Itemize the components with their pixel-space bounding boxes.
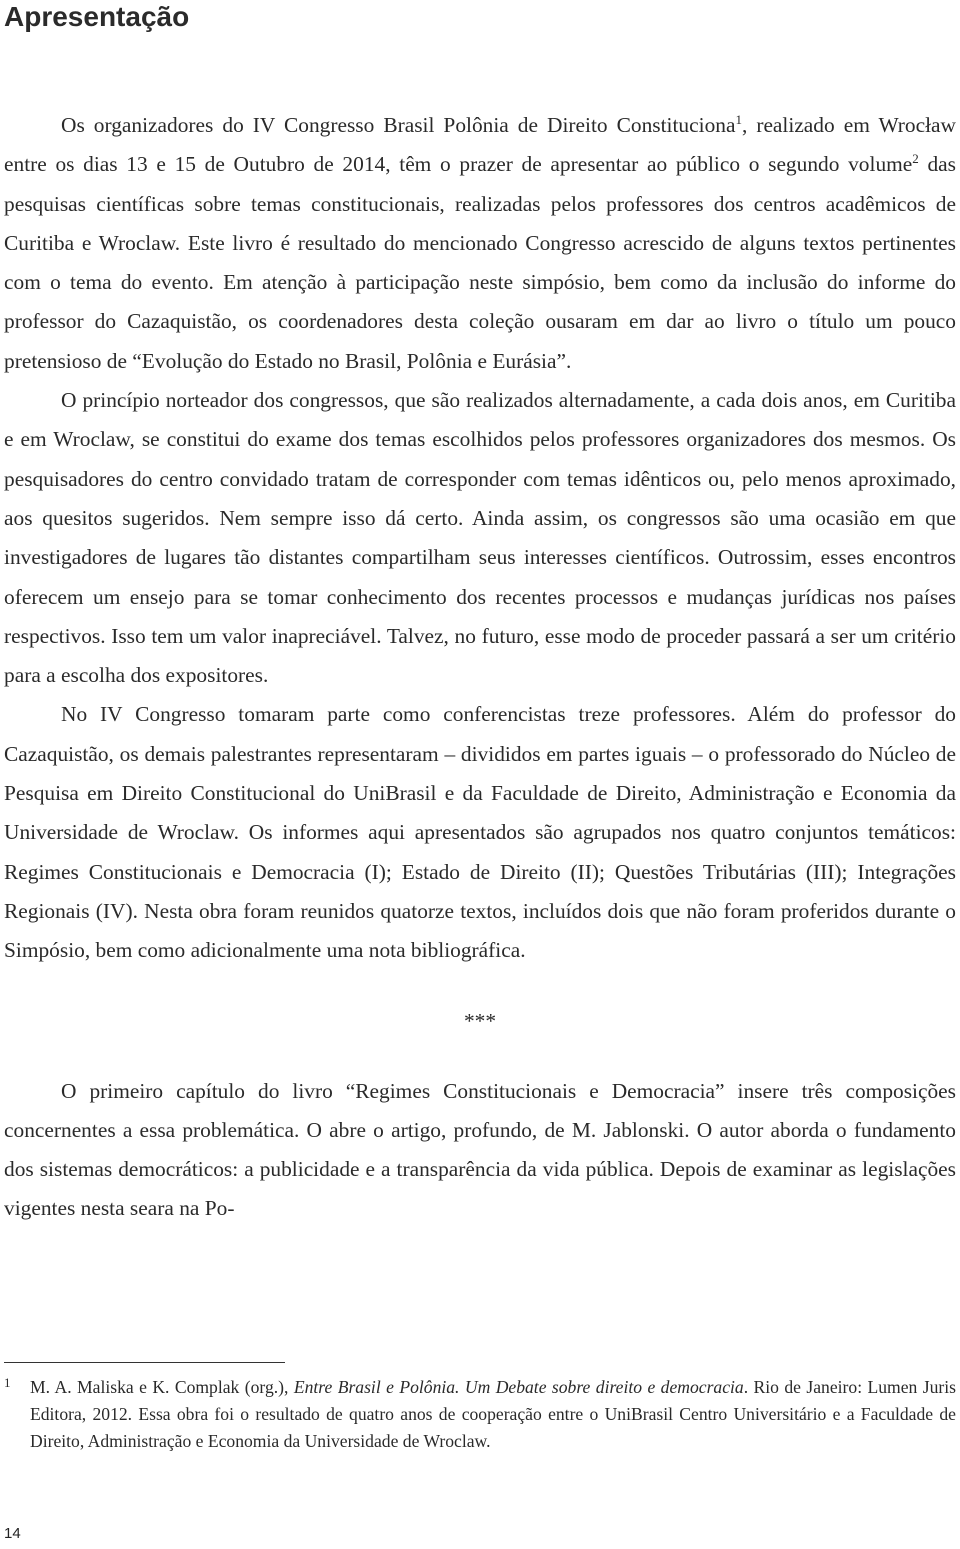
paragraph-2: O princípio norteador dos congressos, que são realizados alternadamente, a cada dois anos, em Curitiba e em Wroclaw, se constitui do exame dos temas escolhidos pelos professores organizadores dos mesmos. Os pesquisadores do centro convidado tratam de corresponder com temas idênticos ou, pelo menos aproximado, aos quesitos sugeridos. Nem sempre isso dá certo. Ainda assim, os congressos são uma ocasião em que investigadores de lugares tão distantes compartilham seus interesses científicos. Outrossim, esses encontros oferecem um ensejo para se tomar conhecimento dos recentes processos e mudanças jurídicas nos países respectivos. Isso tem um valor inapreciável. Talvez, no futuro, esse modo de proceder passará a ser um critério para a escolha dos expositores. [4, 388, 956, 688]
footnote-ref-1[interactable]: 1 [735, 112, 742, 127]
paragraph-1-text-a: Os organizadores do IV Congresso Brasil Polônia de Direito Constituciona [61, 113, 736, 137]
footnote-ref-2[interactable]: 2 [912, 151, 919, 167]
section-separator: *** [463, 1008, 497, 1033]
body-text [4, 106, 956, 1229]
footnote-divider [4, 1362, 285, 1363]
page-number: 14 [4, 1525, 21, 1542]
footnote-book-title: Entre Brasil e Polônia. Um Debate sobre direito e democracia [293, 1377, 744, 1397]
footnote-authors: M. A. Maliska e K. Complak (org.), [30, 1377, 294, 1397]
paragraph-3: No IV Congresso tomaram parte como conferencistas treze professores. Além do professor do Cazaquistão, os demais palestrantes representaram – divididos em partes iguais – o professorado do Núcleo de Pesquisa em Direito Constitucional do UniBrasil e da Faculdade de Direito, Administração e Economia da Universidade de Wroclaw. Os informes aqui apresentados são agrupados nos quatro conjuntos temáticos: Regimes Constitucionais e Democracia (I); Estado de Direito (II); Questões Tributárias (III); Integrações Regionais (IV). Nesta obra foram reunidos quatorze textos, incluídos dois que não foram proferidos durante o Simpósio, bem como adicionalmente uma nota bibliográfica. [4, 702, 956, 963]
paragraph-1-text-c: das pesquisas científicas sobre temas constitucionais, realizadas pelos professores dos centros acadêmicos de Curitiba e Wroclaw. Este livro é resultado do mencionado Congresso acrescido de alguns textos pertinentes com o tema do evento. Em atenção à participação neste simpósio, bem como da inclusão do informe do professor do Cazaquistão, os coordenadores desta coleção ousaram em dar ao livro o título um pouco pretensioso de “Evolução do Estado no Brasil, Polônia e Eurásia”. [4, 152, 956, 373]
paragraph-4: O primeiro capítulo do livro “Regimes Constitucionais e Democracia” insere três composições concernentes a essa problemática. O abre o artigo, profundo, de M. Jablonski. O autor aborda o fundamento dos sistemas democráticos: a publicidade e a transparência da vida pública. Depois de examinar as legislações vigentes nesta seara na Po- [4, 1078, 956, 1221]
document-page [4, 0, 956, 1549]
footnote-number: 1 [4, 1375, 11, 1390]
footnote-text [30, 1374, 956, 1455]
paragraph-1-text-b: , realizado em Wrocław entre os dias 13 e 15 de Outubro de 2014, têm o prazer de apresentar ao público o segundo volume [4, 113, 957, 177]
footnote-1 [4, 1374, 956, 1455]
paragraph-1 [4, 106, 956, 381]
page-title: Apresentação [4, 1, 190, 32]
footnote-rest: . Rio de Janeiro: Lumen Juris Editora, 2012. Essa obra foi o resultado de quatro anos de cooperação entre o UniBrasil Centro Universitário e a Faculdade de Direito, Administração e Economia da Universidade de Wroclaw. [30, 1377, 956, 1451]
